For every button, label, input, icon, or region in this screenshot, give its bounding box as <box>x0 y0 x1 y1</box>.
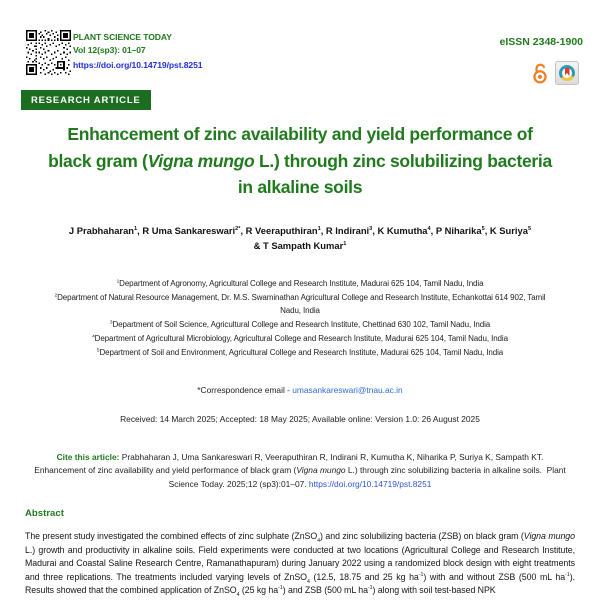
updates-disc <box>559 65 575 81</box>
correspondence-line <box>0 385 600 395</box>
header-icons <box>531 61 579 85</box>
correspondence-email-link[interactable]: umasankareswari@tnau.ac.in <box>292 385 403 395</box>
header-doi-link[interactable]: https://doi.org/10.14719/pst.8251 <box>73 60 203 70</box>
journal-volume-pages: Vol 12(sp3): 01–07 <box>73 45 146 55</box>
check-for-updates-icon[interactable] <box>555 61 579 85</box>
affiliations-block <box>45 277 555 359</box>
journal-eissn: eISSN 2348-1900 <box>499 36 583 48</box>
affiliation-3: $^3$Department of Soil Science, Agricultural College and Research Institute, Chettinad 630 102, Tamil Nadu, India <box>109 320 491 330</box>
citation-block <box>30 451 570 491</box>
updates-ribbon-icon <box>565 68 570 76</box>
correspondence-label: *Correspondence email - <box>197 385 290 395</box>
abstract-heading: Abstract <box>25 508 64 519</box>
cite-doi-link[interactable]: https://doi.org/10.14719/pst.8251 <box>308 478 432 489</box>
authors-block <box>28 224 572 253</box>
dates-line: Received: 14 March 2025; Accepted: 18 May 2025; Available online: Version 1.0: 26 August 2025 <box>120 414 480 424</box>
journal-info-block <box>73 31 202 72</box>
title-line-2: black gram (Vigna mungo L.) through zinc solubilizing bacteria <box>48 150 552 171</box>
affiliation-5: $^5$Department of Soil and Environment, Agricultural College and Research Institute, Madurai 625 104, Tamil Nadu, India <box>96 347 504 357</box>
article-title <box>8 121 592 201</box>
cite-label: Cite this article: <box>56 452 120 462</box>
qr-code <box>26 30 71 75</box>
journal-name: PLANT SCIENCE TODAY <box>73 32 172 42</box>
updates-inner-circle <box>562 68 572 78</box>
cite-text: Prabhaharan J, Uma Sankareswari R, Veeraputhiran R, Indirani R, Kumutha K, Niharika P, Suriya K, Sampath KT. Enhancement of zinc availability and yield performance of black gram (Vigna mungo L.) through zinc solubilizing bacteria in alkaline soils. Plant Science Today. 2025;12 (sp3):01–07. <box>34 452 566 489</box>
affiliation-4: $^4$Department of Agricultural Microbiology, Agricultural College and Research Institute, Madurai 625 104, Tamil Nadu, India <box>92 333 508 343</box>
affiliation-1: $^1$Department of Agronomy, Agricultural College and Research Institute, Madurai 625 104, Tamil Nadu, India <box>116 279 484 288</box>
research-article-badge: RESEARCH ARTICLE <box>21 90 151 110</box>
affiliation-2: $^2$Department of Natural Resource Management, Dr. M.S. Swaminathan Agricultural College and Research Institute, Echankottai 614 902, Tamil Nadu, India <box>54 292 546 316</box>
title-line-1: Enhancement of zinc availability and yield performance of <box>67 124 533 144</box>
title-line-3: in alkaline soils <box>237 177 363 197</box>
open-access-icon <box>531 61 549 85</box>
abstract-text: The present study investigated the combined effects of zinc sulphate (ZnSO$_4$) and zinc solubilizing bacteria (ZSB) on black gram (Vigna mungo L.) growth and productivity in alkaline soils. Field experiments were conducted at two locations (Agricultural College and Research Institute, Madurai and Coastal Saline Research Centre, Ramanathapuram) during January 2022 using a randomized block design with eight treatments and three replications. The treatments included varying levels of ZnSO$_4$ (12.5, 18.75 and 25 kg $ha^{-1}$) with and without ZSB (500 mL $ha^{-1}$). Results showed that the combined application of ZnSO$_4$ (25 kg $ha^{-1}$) and ZSB (500 mL $ha^{-1}$) along with soil test-based NPK <box>25 531 575 598</box>
authors-line-1: J Prabhaharan$^1$, R Uma Sankareswari$^{2*}$, R Veeraputhiran$^1$, R Indirani$^3$, K Kumutha$^4$, P Niharika$^5$, K Suriya$^5$ <box>68 225 532 236</box>
authors-line-2: & T Sampath Kumar$^1$ <box>253 239 347 251</box>
